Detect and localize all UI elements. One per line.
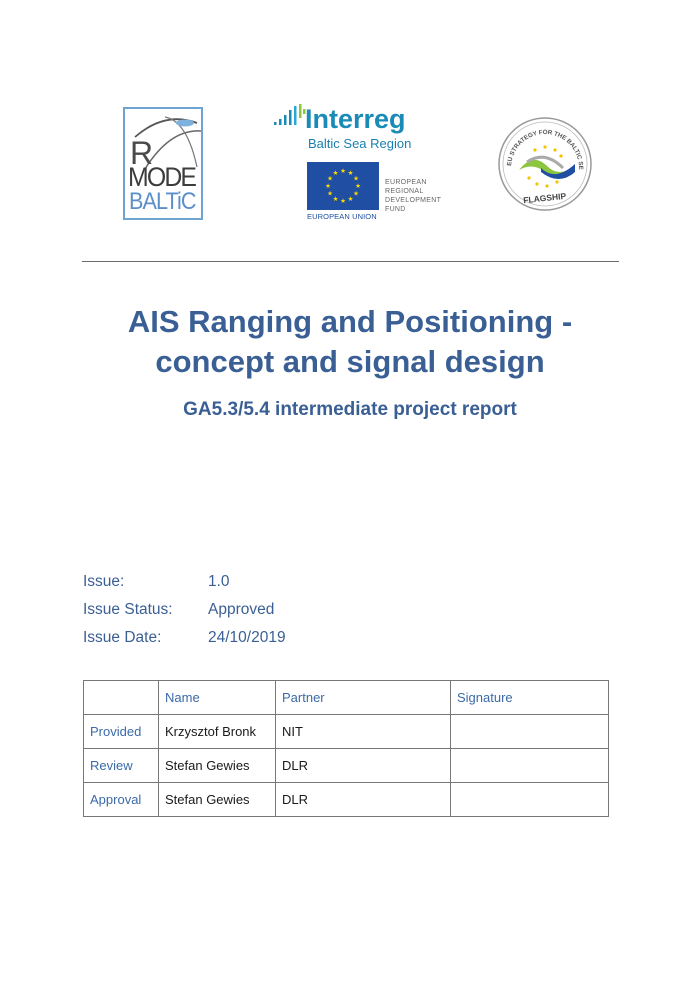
eu-star-icon: ★	[332, 169, 339, 178]
eu-star-icon: ★	[353, 174, 359, 183]
partner-cell: NIT	[276, 715, 451, 749]
flagship-text: FLAGSHIP	[522, 190, 567, 206]
meta-value: 1.0	[208, 573, 230, 590]
rmode-baltic-logo	[123, 107, 203, 220]
signature-cell	[451, 749, 609, 783]
signal-bars-icon	[272, 104, 306, 130]
erdf-line: DEVELOPMENT	[385, 197, 442, 204]
meta-label: Issue Date:	[83, 629, 162, 646]
role-cell: Review	[84, 749, 159, 783]
erdf-line: EUROPEAN	[385, 179, 427, 186]
signoff-table	[83, 680, 609, 817]
eu-star-icon: ★	[347, 169, 354, 178]
eu-star-icon: ★	[347, 195, 354, 204]
document-subtitle: GA5.3/5.4 intermediate project report	[183, 399, 517, 420]
name-cell: Stefan Gewies	[159, 749, 276, 783]
eu-flag-icon	[307, 162, 379, 210]
table-row	[84, 783, 609, 817]
horizontal-rule	[82, 261, 619, 262]
eu-star-icon: ★	[340, 167, 346, 176]
logo-text-mode: MODE	[128, 162, 196, 192]
meta-label: Issue:	[83, 573, 125, 590]
role-cell: Provided	[84, 715, 159, 749]
header-cell: Signature	[451, 681, 609, 715]
eu-star-icon: ★	[325, 182, 331, 191]
header-cell: Partner	[276, 681, 451, 715]
eu-star-icon: ★	[327, 174, 333, 183]
header-cell	[84, 681, 159, 715]
meta-issue-status	[83, 601, 274, 619]
partner-cell: DLR	[276, 783, 451, 817]
eu-label: EUROPEAN UNION	[307, 212, 377, 221]
table-row	[84, 749, 609, 783]
name-cell: Stefan Gewies	[159, 783, 276, 817]
signature-cell	[451, 783, 609, 817]
meta-value: 24/10/2019	[208, 629, 286, 646]
meta-label: Issue Status:	[83, 601, 173, 618]
meta-value: Approved	[208, 601, 275, 618]
eu-star-icon: ★	[353, 189, 359, 198]
eu-star-icon: ★	[355, 182, 361, 191]
partner-cell: DLR	[276, 749, 451, 783]
role-cell: Approval	[84, 783, 159, 817]
eu-star-icon: ★	[332, 195, 339, 204]
header-cell: Name	[159, 681, 276, 715]
document-title-line-2: concept and signal design	[155, 344, 545, 379]
erdf-line: FUND	[385, 206, 406, 213]
meta-issue-date	[83, 629, 286, 647]
table-row	[84, 715, 609, 749]
logo-text-baltic: BALTiC	[129, 188, 196, 215]
logo-text-r: R	[130, 135, 153, 171]
table-header-row	[84, 681, 609, 715]
erdf-line: REGIONAL	[385, 188, 424, 195]
flagship-badge	[497, 116, 593, 212]
erdf-label	[385, 178, 441, 214]
eu-star-icon: ★	[327, 189, 333, 198]
signature-cell	[451, 715, 609, 749]
meta-issue	[83, 573, 230, 591]
interreg-logo	[272, 100, 432, 160]
flagship-ring-text: EU STRATEGY FOR THE BALTIC SE	[506, 129, 585, 170]
name-cell: Krzysztof Bronk	[159, 715, 276, 749]
interreg-region: Baltic Sea Region	[308, 136, 412, 151]
interreg-wordmark: Interreg	[305, 104, 406, 134]
document-title-line-1: AIS Ranging and Positioning -	[127, 304, 573, 339]
eu-star-icon: ★	[340, 197, 346, 206]
